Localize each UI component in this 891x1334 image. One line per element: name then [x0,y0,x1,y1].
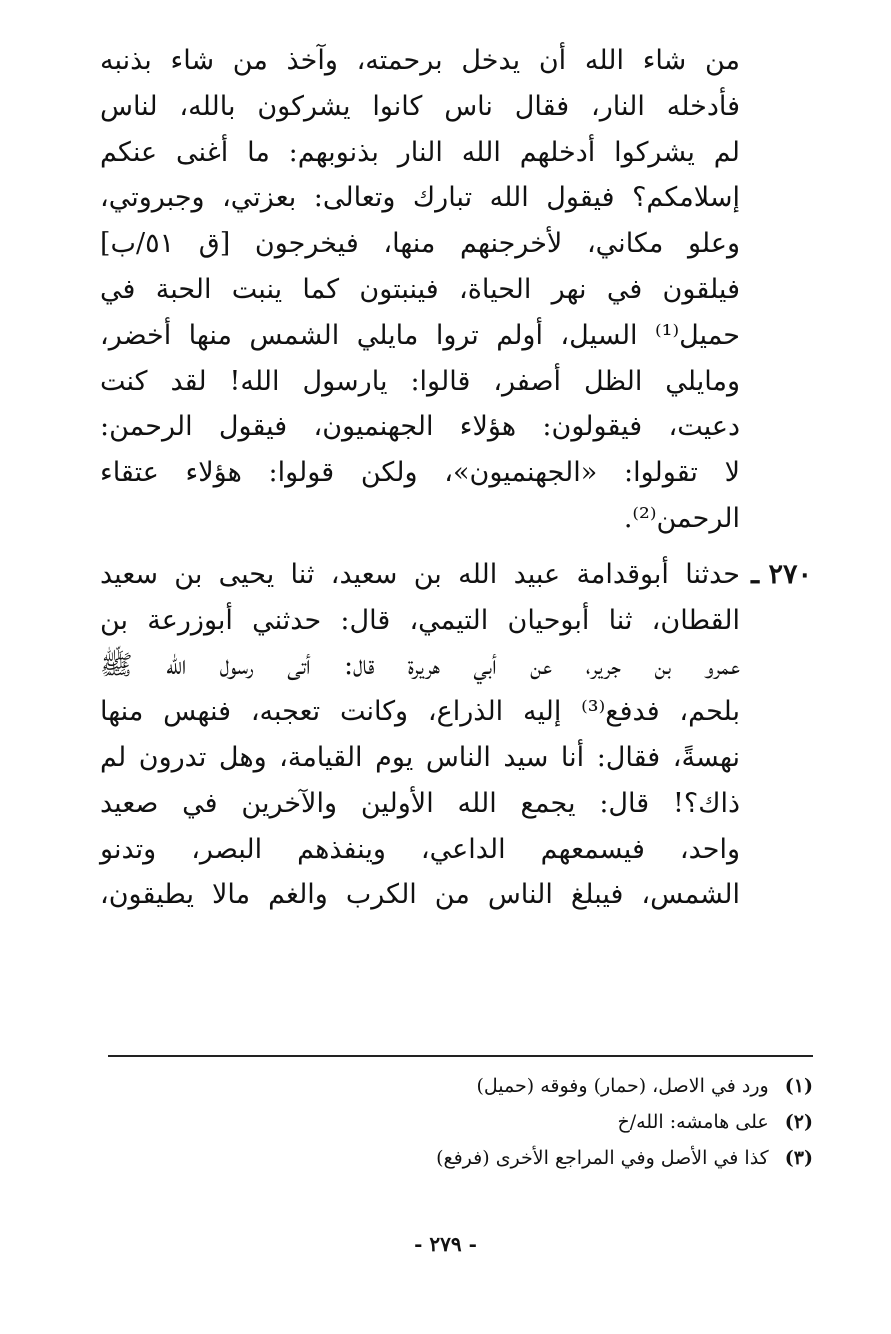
text-line: واحد، فيسمعهم الداعي، وينفذهم البصر، وتدنو [100,833,740,865]
text-line: إسلامكم؟ فيقول الله تبارك وتعالى: بعزتي، وجبروتي، [100,182,740,214]
text-line: حميل⁽¹⁾ السيل، أولم تروا مايلي الشمس منها أخضر، [100,319,740,351]
text-line: وعلو مكاني، لأخرجنهم منها، فيخرجون [ق ٥١/ب] [100,228,740,260]
footnotes [108,1068,813,1176]
text-line: عمرو بن جرير، عن أبي هريرة قال: أتى رسول الله ﷺ [100,650,740,682]
text-line: بلحم، فدفع⁽³⁾ إليه الذراع، وكانت تعجبه، فنهس منها [100,696,740,728]
footnote-3 [108,1140,813,1176]
text-line: لم يشركوا أدخلهم الله النار بذنوبهم: ما أغنى عنكم [100,136,740,168]
text-line: الرحمن⁽²⁾. [623,502,740,534]
hadith-270 [100,552,812,918]
text-line: ذاك؟! قال: يجمع الله الأولين والآخرين في صعيد [100,787,740,819]
text-line: لا تقولوا: «الجهنميون»، ولكن قولوا: هؤلاء عتقاء [100,457,740,489]
footnote-1 [108,1068,813,1104]
footnote-number: (٢) [784,1111,813,1133]
paragraph-gap [100,542,740,552]
paragraph-continuation [100,38,740,542]
footnote-number: (٣) [784,1147,813,1169]
hadith-first-line [100,552,812,598]
text-line: الشمس، فيبلغ الناس من الكرب والغم مالا يطيقون، [100,879,740,911]
footnote-divider [108,1055,813,1057]
hadith-number: ٢٧٠ ـ [751,558,812,590]
text-line: ومايلي الظل أصفر، قالوا: يارسول الله! لقد كنت [100,365,740,397]
text-line: فأدخله النار، فقال ناس كانوا يشركون بالله، لناس [100,90,740,122]
footnote-text: كذا في الأصل وفي المراجع الأخرى (فرفع) [436,1147,769,1169]
text-line: من شاء الله أن يدخل برحمته، وآخذ من شاء بذنبه [100,45,740,76]
text-line: دعيت، فيقولون: هؤلاء الجهنميون، فيقول الرحمن: [100,411,740,443]
footnote-text: على هامشه: الله/خ [617,1111,769,1133]
main-text [100,38,812,918]
footnote-number: (١) [784,1075,813,1097]
text-line: القطان، ثنا أبوحيان التيمي، قال: حدثني أبوزرعة بن [100,604,740,636]
footnote-2 [108,1104,813,1140]
text-line: حدثنا أبوقدامة عبيد الله بن سعيد، ثنا يحيى بن سعيد [100,558,740,590]
text-line: فيلقون في نهر الحياة، فينبتون كما ينبت الحبة في [100,273,740,305]
text-line: نهسةً، فقال: أنا سيد الناس يوم القيامة، وهل تدرون لم [100,741,740,773]
page-number: - ٢٧٩ - [414,1232,477,1256]
footnote-text: ورد في الاصل، (حمار) وفوقه (حميل) [476,1075,769,1097]
